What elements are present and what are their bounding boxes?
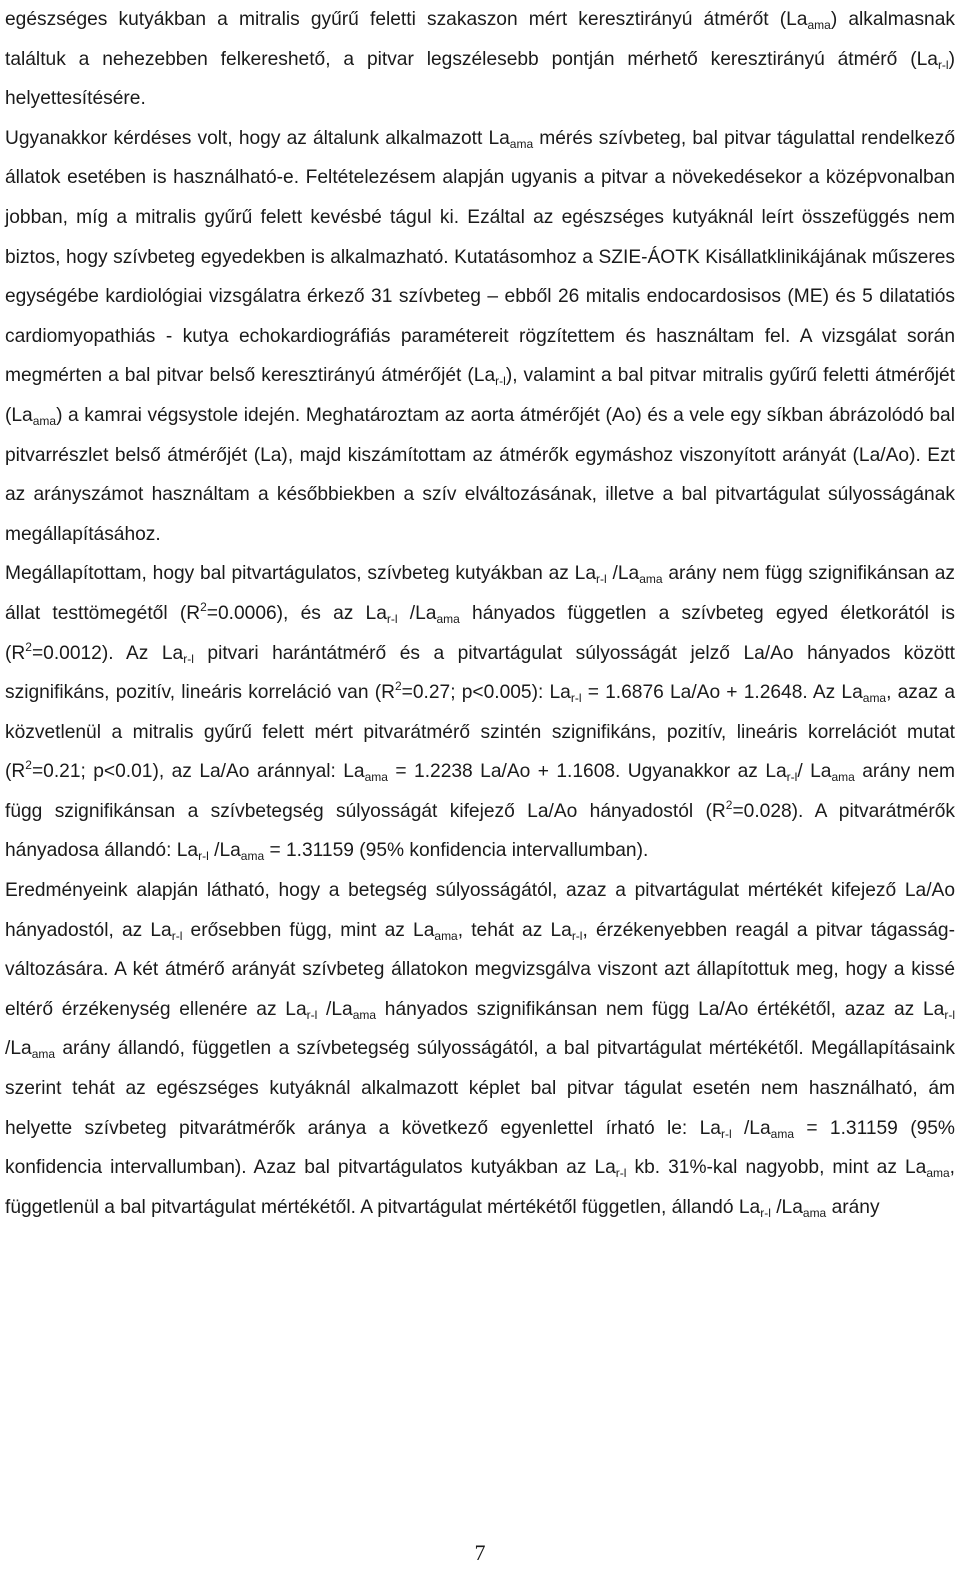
subscript: ama: [364, 770, 388, 785]
text-run: egészséges kutyákban a mitralis gyűrű feletti szakaszon mért keresztirányú átmérőt (La: [5, 9, 808, 30]
text-run: /La: [317, 998, 353, 1020]
subscript: r-l: [198, 849, 209, 864]
subscript: r-l: [495, 374, 506, 389]
text-run: = 1.31159 (95% konfidencia intervallumban).: [264, 840, 649, 862]
subscript: ama: [802, 1205, 827, 1220]
subscript: ama: [926, 1166, 950, 1181]
superscript: 2: [200, 599, 207, 614]
text-run: =0.21; p<0.01), az La/Ao aránnyal: La: [31, 761, 365, 783]
subscript: r-l: [571, 928, 583, 943]
text-run: arány nem függ szignifikánsan a szívbetegség súlyosságát kifejező La/Ao hányadostól (R: [5, 761, 955, 822]
subscript: ama: [831, 770, 855, 785]
text-run: ) alkalmasnak találtuk a nehezebben felkereshető, a pitvar legszélesebb pontján mérhető keresztirányú átmérő (La: [5, 9, 955, 70]
text-run: , érzékenyebben reagál a pitvar tágasság-változására. A két átmérő arányát szívbeteg állatokon megvizsgálva viszont azt állapítottuk meg, hogy a kissé eltérő érzékenység ellenére az La: [5, 919, 955, 1020]
document-page: [5, 0, 955, 1227]
text-run: =0.27; p<0.005): La: [401, 682, 571, 704]
text-run: arány állandó, független a szívbetegség súlyosságától, a bal pitvartágulat mértékétől. Megállapításaink szerint tehát az egészséges kutyáknál alkalmazott képlet bal pitvar tágulat esetén nem használható, ám helyette szívbeteg pitvarátmérők aránya a következő egyenlettel írható le: La: [5, 1038, 955, 1139]
subscript: ama: [639, 572, 663, 587]
subscript: r-l: [786, 770, 798, 785]
text-run: /La: [770, 1196, 803, 1218]
text-run: kb. 31%-kal nagyobb, mint az La: [626, 1157, 927, 1179]
text-run: = 1.2238 La/Ao + 1.1608. Ugyanakkor az La: [387, 761, 787, 783]
text-run: /La: [606, 563, 640, 585]
text-run: Megállapítottam, hogy bal pitvartágulatos, szívbeteg kutyákban az La: [5, 563, 597, 585]
page-number: 7: [474, 1540, 486, 1565]
text-run: = 1.6876 La/Ao + 1.2648. Az La: [581, 682, 863, 704]
paragraph-3: [5, 554, 955, 871]
superscript: 2: [725, 797, 733, 812]
subscript: r-l: [171, 928, 183, 943]
subscript: ama: [770, 1126, 794, 1141]
subscript: ama: [240, 849, 265, 864]
text-run: hányados független a szívbeteg egyed életkorától is (R: [5, 602, 955, 664]
subscript: ama: [862, 691, 887, 706]
subscript: ama: [352, 1007, 377, 1022]
subscript: r-l: [720, 1126, 732, 1141]
text-run: pitvari harántátmérő és a pitvartágulat súlyosságát jelző La/Ao hányados között szignifikáns, pozitív, lineáris korreláció van (R: [5, 642, 955, 704]
subscript: ama: [509, 136, 534, 151]
text-run: =0.0006), és az La: [206, 602, 387, 624]
subscript: ama: [32, 413, 57, 428]
paragraph-1: [5, 0, 955, 119]
text-run: /La: [731, 1117, 771, 1139]
text-run: Ugyanakkor kérdéses volt, hogy az általunk alkalmazott La: [5, 127, 510, 149]
text-run: mérés szívbeteg, bal pitvar tágulattal rendelkező állatok esetében is használható-e. Feltételezésem alapján ugyanis a pitvar a növekedésekor a középvonalban jobban, míg a mitralis gyűrű felett kevésbé tágul ki. Ezáltal az egészséges kutyáknál leírt összefüggés nem biztos, hogy szívbeteg egyedekben is alkalmazható. Kutatásomhoz a SZIE-ÁOTK Kisállatklinikájának műszeres egységébe kardiológiai vizsgálatra érkező 31 szívbeteg – ebből 26 mitalis endocardosisos (ME) és 5 dilatatiós cardiomyopathiás - kutya echokardiográfiás paramétereit rögzítettem és használtam fel. A vizsgálat során megmérten a bal pitvar belső keresztirányú átmérőjét (La: [5, 127, 955, 387]
text-run: =0.0012). Az La: [31, 642, 184, 664]
superscript: 2: [25, 639, 32, 654]
text-run: /La: [397, 602, 437, 624]
text-run: =0.028). A pitvarátmérők hányadosa állandó: La: [5, 800, 956, 862]
paragraph-2: [5, 119, 955, 555]
subscript: r-l: [183, 651, 194, 666]
subscript: r-l: [944, 1007, 955, 1022]
text-run: arány: [826, 1196, 880, 1218]
text-run: erősebben függ, mint az La: [182, 919, 435, 941]
text-run: /La: [208, 840, 241, 862]
subscript: r-l: [386, 611, 398, 626]
text-run: /La: [5, 1038, 32, 1060]
text-run: , azaz a közvetlenül a mitralis gyűrű felett mért pitvarátmérő szintén szignifikáns, pozitív, lineáris korrelációt mutat (R: [5, 682, 956, 783]
text-run: ) helyettesítésére.: [5, 48, 955, 110]
superscript: 2: [25, 758, 32, 773]
subscript: r-l: [615, 1166, 627, 1181]
superscript: 2: [394, 679, 402, 694]
text-run: Eredményeink alapján látható, hogy a betegség súlyosságától, azaz a pitvartágulat mértékét kifejező La/Ao hányadostól, az La: [5, 880, 955, 941]
text-run: , függetlenül a bal pitvartágulat mértékétől. A pitvartágulat mértékétől független, állandó La: [5, 1157, 955, 1218]
subscript: r-l: [596, 572, 607, 587]
text-run: hányados szignifikánsan nem függ La/Ao értékétől, azaz az La: [376, 998, 945, 1020]
text-run: , tehát az La: [457, 919, 572, 941]
text-run: ) a kamrai végsystole idején. Meghatároztam az aorta átmérőjét (Ao) és a vele egy síkban ábrázolódó bal pitvarrészlet belső átmérőjét (La), majd kiszámítottam az átmérők egymáshoz viszonyított arányát (La/Ao). Ezt az arányszámot használtam a későbbiekben a szív elváltozásának, illetve a bal pitvartágulat súlyosságának megállapításához.: [5, 404, 955, 545]
paragraph-4: [5, 871, 955, 1227]
subscript: ama: [31, 1047, 56, 1062]
text-run: / La: [797, 761, 832, 783]
text-run: = 1.31159 (95% konfidencia intervallumban). Azaz bal pitvartágulatos kutyákban az La: [5, 1117, 955, 1179]
subscript: r-l: [306, 1007, 318, 1022]
subscript: ama: [436, 611, 460, 626]
text-run: arány nem függ szignifikánsan az állat testtömegétől (R: [5, 563, 956, 624]
text-run: ), valamint a bal pitvar mitralis gyűrű feletti átmérőjét (La: [5, 365, 956, 426]
subscript: r-l: [570, 691, 582, 706]
subscript: r-l: [760, 1205, 771, 1220]
subscript: ama: [434, 928, 458, 943]
subscript: r-l: [937, 57, 949, 72]
subscript: ama: [807, 18, 831, 32]
